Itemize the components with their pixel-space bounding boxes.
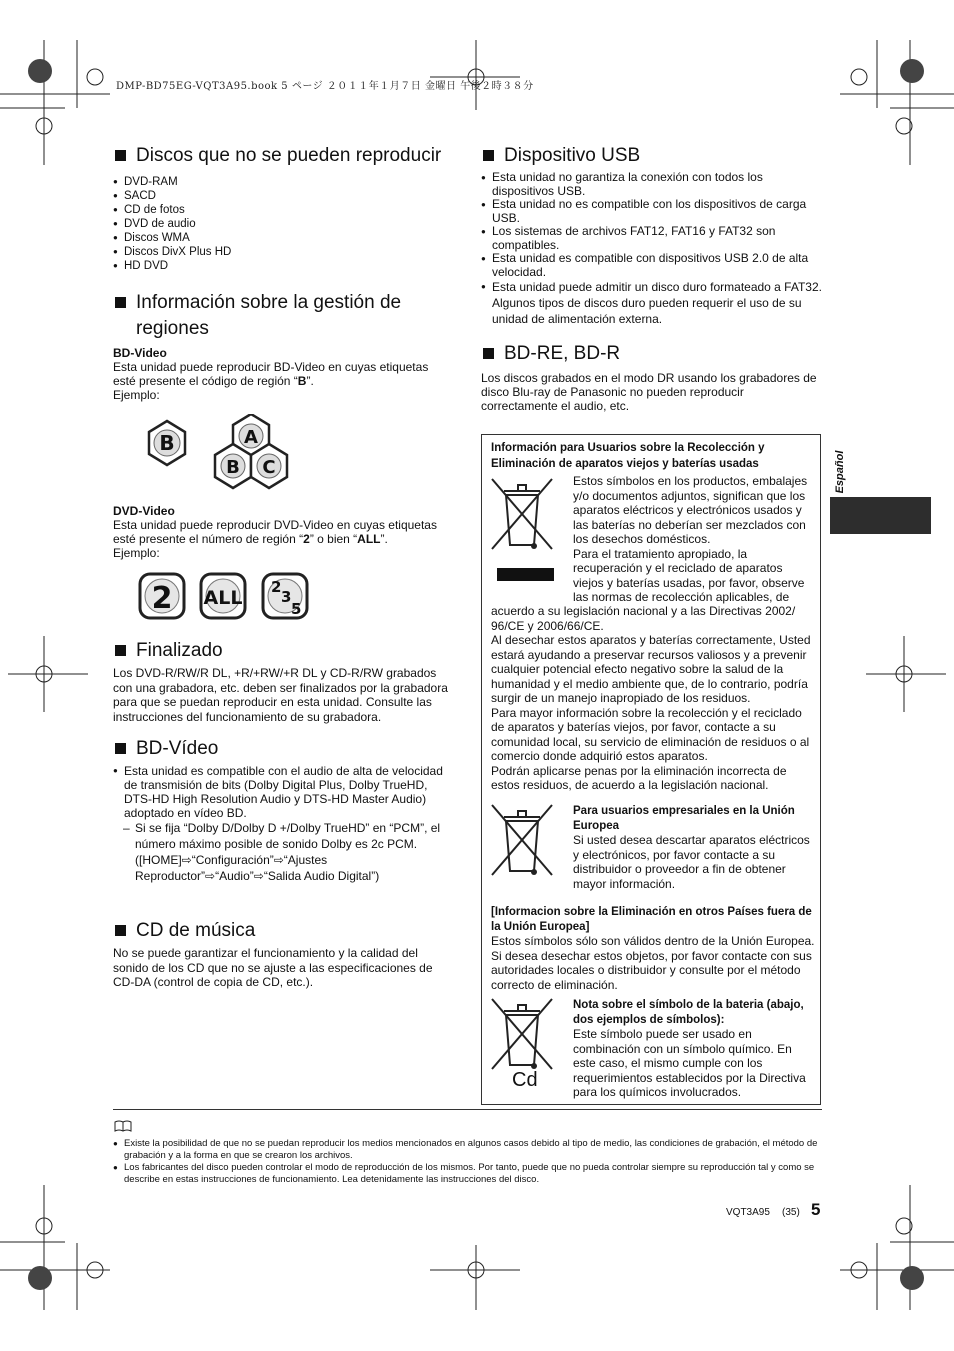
square-bullet-icon xyxy=(483,150,494,161)
dvd-video-text: Esta unidad puede reproducir DVD-Video en cuyas etiquetas esté presente el número de región “2” o bien “ALL”. xyxy=(113,518,437,546)
recycle-p1: Estos símbolos en los productos, embalajes y/o documentos adjuntos, significan que los aparatos eléctricos y electrónicos usados y las baterías no deberían ser mezclados con los desechos domésticos. Para el tratamiento apropiado, la recuperación y el reciclado de aparatos viejos y baterías usadas, por favor, observe las normas de recolección aplicables, de xyxy=(573,474,808,604)
wheelie-bin-icon xyxy=(490,803,556,879)
fuera-text: Estos símbolos sólo son válidos dentro de la Unión Europea. Si desea desechar estos objetos, por favor contacte con sus autoridades locales o distribuidor y consulte por el método correcto de eliminación. xyxy=(491,934,815,992)
section-title-usb: Dispositivo USB xyxy=(481,143,823,169)
section-title-cdmusica: CD de música xyxy=(113,918,453,944)
list-item: ● Existe la posibilidad de que no se puedan reproducir los medios mencionados en algunos casos debido al tipo de medio, las condiciones de grabación, el método de grabación y a la forma en que se crearon los archivos. xyxy=(113,1138,823,1162)
bd-logo-b: B xyxy=(159,431,175,455)
bateria-block xyxy=(573,998,814,1100)
bateria-title: Nota sobre el símbolo de la bateria (abajo, dos ejemplos de símbolos): xyxy=(573,999,804,1026)
black-bar-symbol xyxy=(497,568,554,581)
list-item: ● HD DVD xyxy=(113,259,453,273)
section-title-regiones: Información sobre la gestión de regiones xyxy=(113,290,453,342)
empresa-text: Si usted desea descartar aparatos eléctricos y electrónicos, por favor contacte a su distribuidor o proveedor a fin de obtener mayor información. xyxy=(573,833,810,891)
recycle-box-title: Información para Usuarios sobre la Recolección y Eliminación de aparatos viejos y baterías usadas xyxy=(491,442,765,470)
discos-list xyxy=(113,175,453,273)
dvd-logo-2: 2 xyxy=(151,581,173,616)
dvd-logo-235-c: 5 xyxy=(291,600,302,618)
empresa-block xyxy=(573,804,814,891)
square-bullet-icon xyxy=(483,348,494,359)
list-item: ● SACD xyxy=(113,189,453,203)
list-item: ● DVD de audio xyxy=(113,217,453,231)
square-bullet-icon xyxy=(115,925,126,936)
bd-logo-c: C xyxy=(262,457,276,478)
dvd-logo-all: ALL xyxy=(203,587,243,609)
bd-logo-b2: B xyxy=(226,457,240,478)
usb-note: Algunos tipos de discos duro pueden requerir el uso de su unidad de alimentación externa. xyxy=(492,296,802,326)
list-item: ● Esta unidad no es compatible con los dispositivos de carga USB. xyxy=(481,198,823,225)
list-item: ● Los sistemas de archivos FAT12, FAT16 y FAT32 son compatibles. xyxy=(481,225,823,252)
list-item: ● CD de fotos xyxy=(113,203,453,217)
bateria-text: Este símbolo puede ser usado en combinación con un símbolo químico. En este caso, el mismo cumple con los requerimientos establecidos por la Directiva para los químicos involucrados. xyxy=(573,1027,806,1099)
bd-video-text: Esta unidad puede reproducir BD-Video en cuyas etiquetas esté presente el código de región “B”. xyxy=(113,360,429,388)
fuera-title: [Informacion sobre la Eliminación en otros Países fuera de la Unión Europea] xyxy=(491,906,812,933)
list-item: ● Discos WMA xyxy=(113,231,453,245)
bdvideo-list xyxy=(113,764,453,820)
square-bullet-icon xyxy=(115,297,126,308)
book-note-icon xyxy=(114,1120,132,1132)
side-tab-label: Español xyxy=(834,450,846,494)
page-number: 5 xyxy=(811,1200,821,1219)
cd-chemical-symbol: Cd xyxy=(512,1069,538,1091)
doc-code: VQT3A95 xyxy=(726,1207,770,1218)
recycle-main-text: acuerdo a su legislación nacional y a las Directivas 2002/ 96/CE y 2006/66/CE. Al desechar estos aparatos y baterías correctamente, Usted estará ayudando a preservar recursos valiosos y a prevenir cualquier potencial efecto negativo sobre la salud de la humanidad y el medio ambiente que, de lo contrario, podría surgir de un manejo inapropiado de los residuos. Para mayor información sobre la recolección y el reciclado de aparatos y baterías viejos, por favor, contacte a su comunidad local, su servicio de eliminación de residuos o al comercio donde adquirió estos aparatos. Podrán aplicarse penas por la eliminación incorrecta de estos residuos, de acuerdo a la legislación nacional. xyxy=(491,604,811,792)
footer-rule xyxy=(113,1109,822,1110)
cdmusica-text: No se puede garantizar el funcionamiento y la calidad del sonido de los CD que no se ajuste a las especificaciones de CD-DA (control de copia de CD, etc.). xyxy=(113,946,433,989)
square-bullet-icon xyxy=(115,150,126,161)
bd-example-label: Ejemplo: xyxy=(113,388,160,402)
right-column xyxy=(481,143,823,413)
bd-region-logos xyxy=(145,414,305,496)
sub-page-number: (35) xyxy=(782,1207,800,1218)
list-item: ● Esta unidad es compatible con dispositivos USB 2.0 de alta velocidad. xyxy=(481,252,823,279)
section-title-bdre: BD-RE, BD-R xyxy=(481,341,823,367)
bdvideo-subnote: – Si se fija “Dolby D/Dolby D +/Dolby TrueHD” en “PCM”, el número máximo posible de sonido Dolby es 2c PCM. ([HOME]⇨“Configuración”⇨“Ajustes Reproductor”⇨“Audio”⇨“Salida Audio Digital”) xyxy=(123,821,441,883)
list-item: ● Esta unidad no garantiza la conexión con todos los dispositivos USB. xyxy=(481,171,823,198)
list-item: ● DVD-RAM xyxy=(113,175,453,189)
dvd-video-label: DVD-Video xyxy=(113,504,175,518)
section-title-discos: Discos que no se pueden reproducir xyxy=(113,143,453,169)
usb-list xyxy=(481,171,823,295)
list-item: ● Esta unidad puede admitir un disco duro formateado a FAT32. xyxy=(481,279,823,295)
wheelie-bin-icon xyxy=(490,477,556,553)
square-bullet-icon xyxy=(115,743,126,754)
section-title-finalizado: Finalizado xyxy=(113,638,453,664)
empresa-title: Para usuarios empresariales en la Unión Europea xyxy=(573,805,795,832)
dvd-region-logos xyxy=(138,572,338,624)
list-item: ● Discos DivX Plus HD xyxy=(113,245,453,259)
left-column xyxy=(113,143,453,990)
list-item: ● Esta unidad es compatible con el audio de alta de velocidad de transmisión de bits (Dolby Digital Plus, Dolby TrueHD, DTS-HD High Resolution Audio y DTS-HD Master Audio) adoptado en vídeo BD. xyxy=(113,764,453,820)
dvd-logo-235-a: 2 xyxy=(271,578,282,596)
bd-video-label: BD-Video xyxy=(113,346,167,360)
dvd-example-label: Ejemplo: xyxy=(113,546,160,560)
bd-logo-a: A xyxy=(244,427,258,448)
book-header: DMP-BD75EG-VQT3A95.book 5 ページ ２０１１年１月７日 金曜日 午後２時３８分 xyxy=(116,81,534,92)
dvd-logo-235-b: 3 xyxy=(281,588,292,606)
wheelie-bin-icon xyxy=(490,997,556,1073)
bdre-text: Los discos grabados en el modo DR usando los grabadores de disco Blu-ray de Panasonic no pueden reproducir correctamente el audio, etc. xyxy=(481,371,817,413)
fuera-block xyxy=(491,905,816,992)
square-bullet-icon xyxy=(115,645,126,656)
footer-notes xyxy=(113,1138,823,1186)
recycling-info-box xyxy=(481,434,821,1105)
section-title-bdvideo: BD-Vídeo xyxy=(113,736,453,762)
finalizado-text: Los DVD-R/RW/R DL, +R/+RW/+R DL y CD-R/RW grabados con una grabadora, etc. deben ser finalizados por la grabadora para que se puedan reproducir en esta unidad. Consulte las instrucciones del funcionamiento de su grabadora. xyxy=(113,666,448,724)
list-item: ● Los fabricantes del disco pueden controlar el modo de reproducción de los mismos. Por tanto, puede que no pueda controlar siempre su reproducción tal y como se describe en estas instrucciones de funcionamiento. Lea detenidamente las instrucciones del disco. xyxy=(113,1162,823,1186)
language-tab xyxy=(830,497,931,534)
